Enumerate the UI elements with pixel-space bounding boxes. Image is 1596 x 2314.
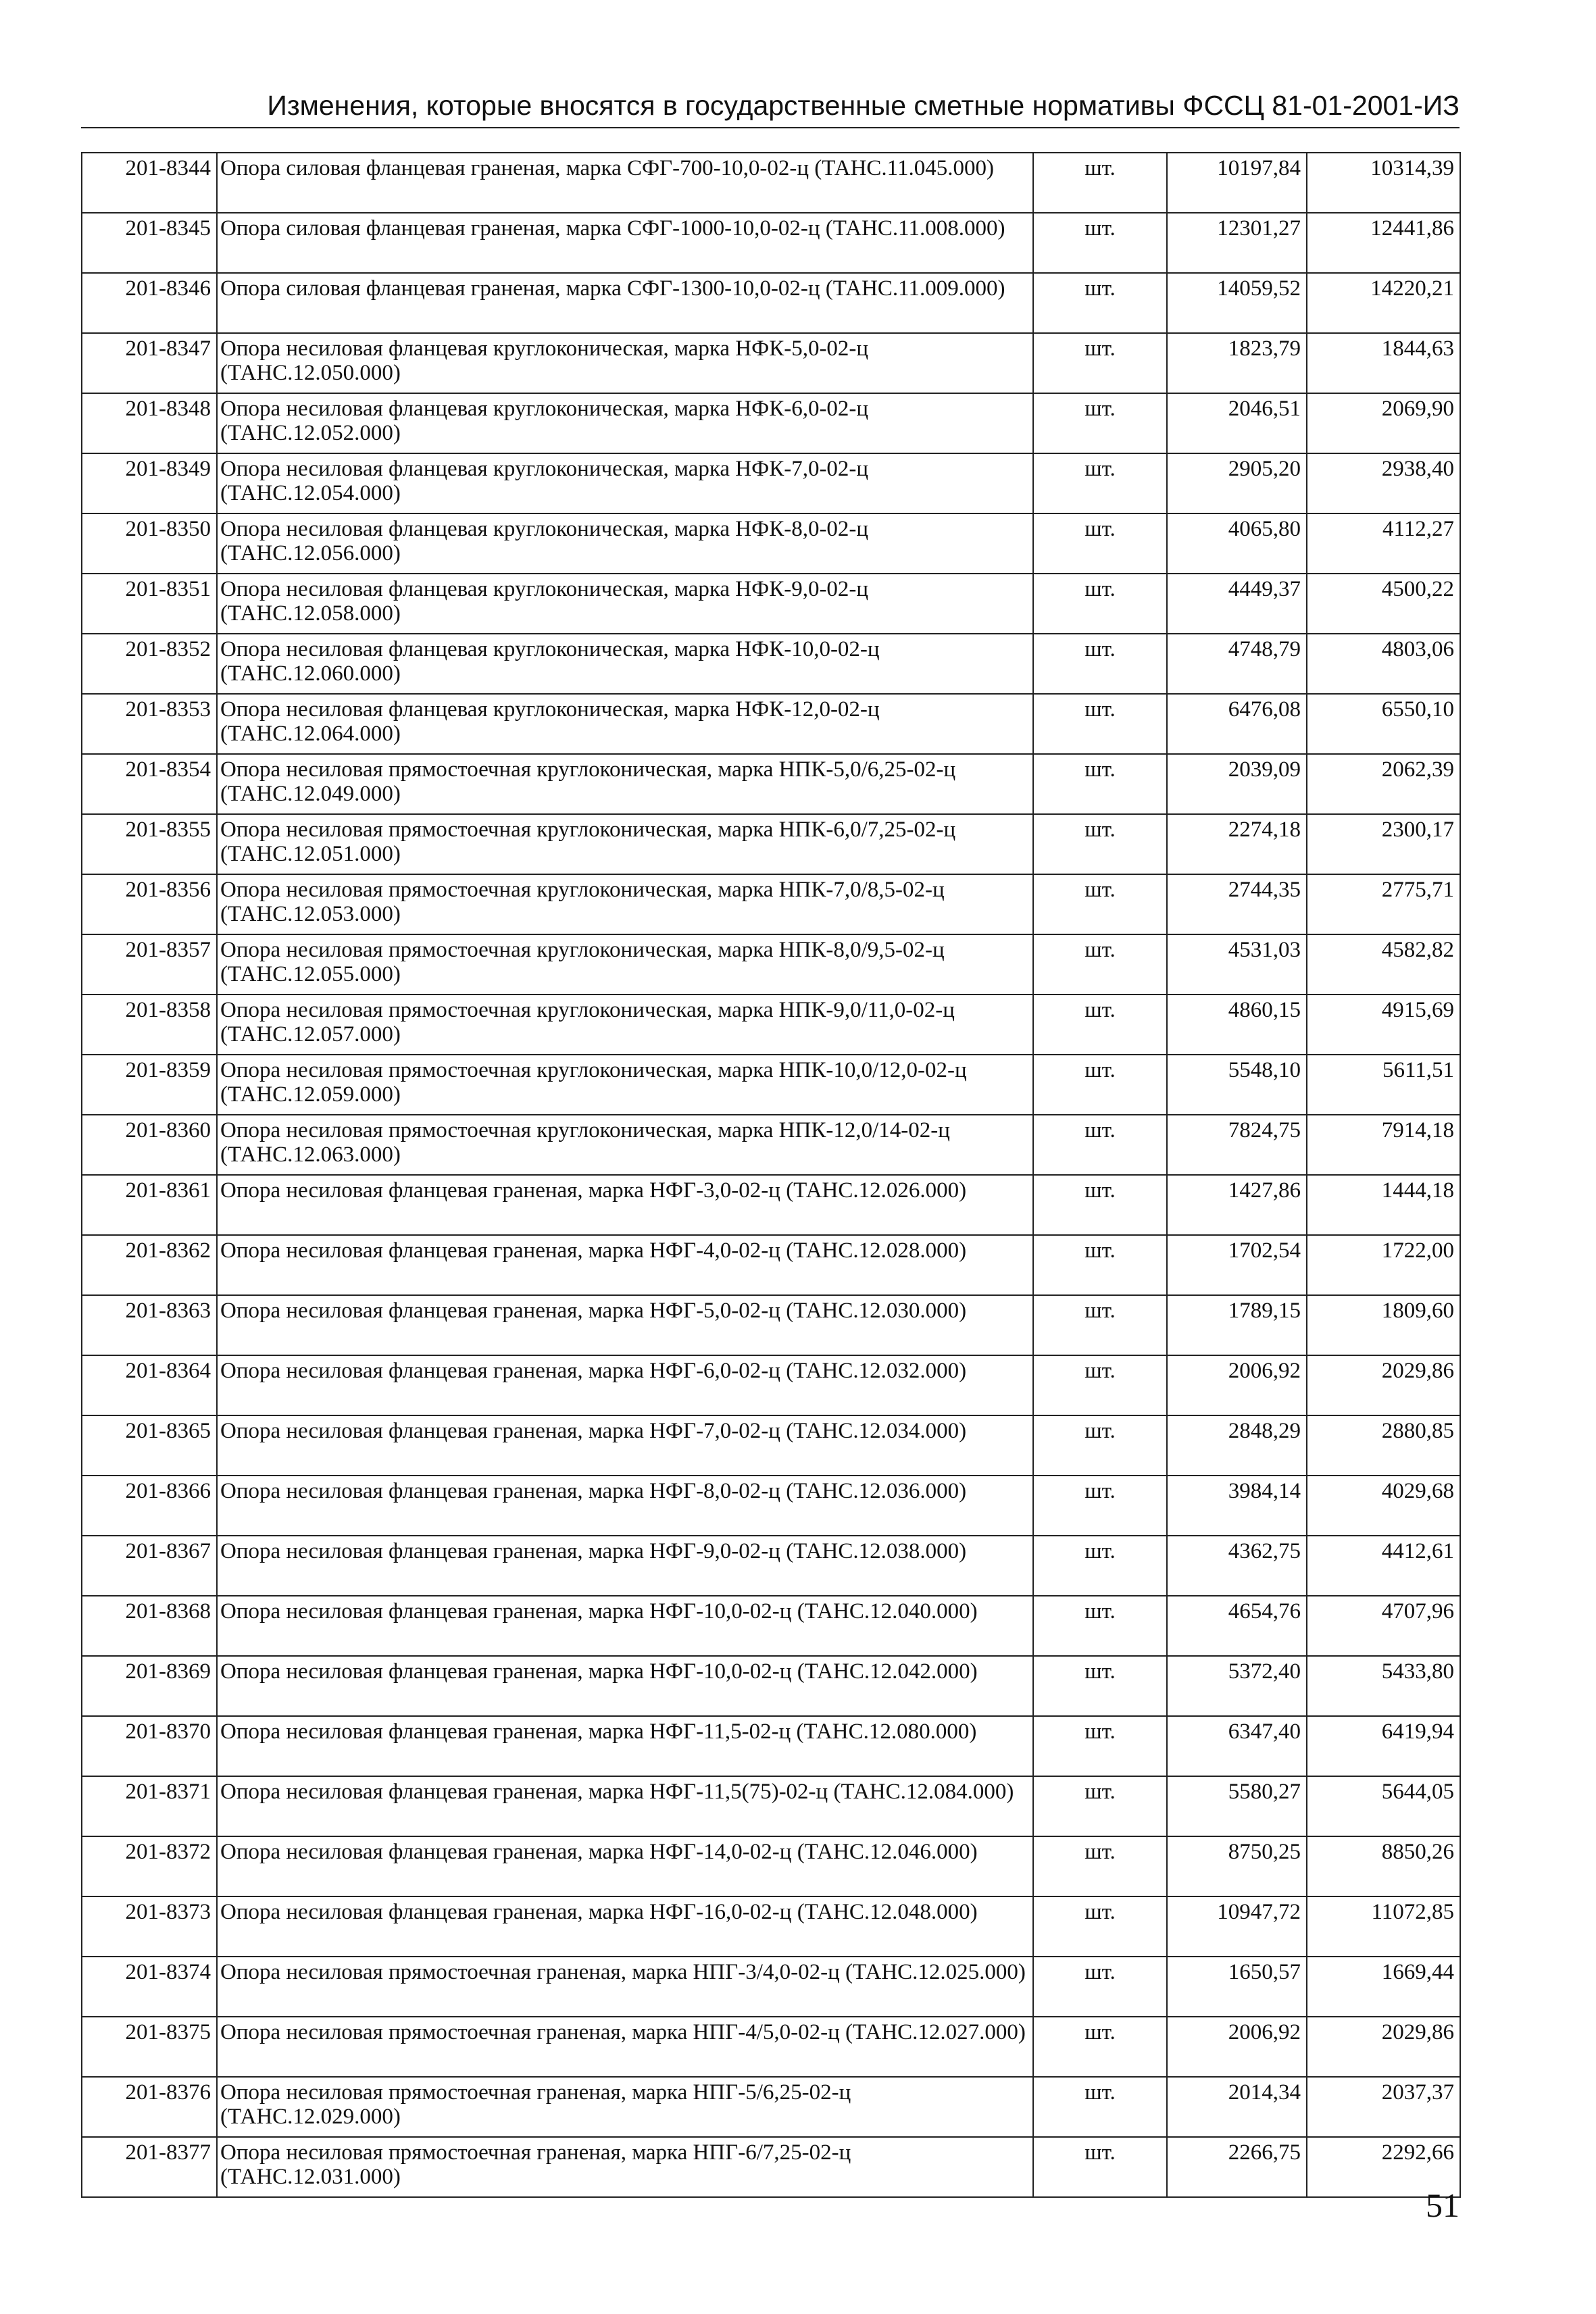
row-unit: шт. xyxy=(1033,1415,1167,1476)
row-price-2: 2029,86 xyxy=(1307,1355,1460,1415)
row-price-1: 4362,75 xyxy=(1167,1536,1307,1596)
row-code: 201-8352 xyxy=(82,634,217,694)
row-code: 201-8367 xyxy=(82,1536,217,1596)
row-code: 201-8344 xyxy=(82,153,217,213)
row-price-1: 5580,27 xyxy=(1167,1776,1307,1836)
row-price-2: 2062,39 xyxy=(1307,754,1460,814)
row-price-2: 4500,22 xyxy=(1307,574,1460,634)
table-row xyxy=(82,2017,1460,2077)
row-name: Опора несиловая фланцевая круглоконическая, марка НФК-12,0-02-ц (ТАНС.12.064.000) xyxy=(217,694,1033,754)
row-unit: шт. xyxy=(1033,213,1167,273)
table-row xyxy=(82,754,1460,814)
row-name: Опора несиловая прямостоечная круглоконическая, марка НПК-8,0/9,5-02-ц (ТАНС.12.055.000) xyxy=(217,934,1033,995)
table-row xyxy=(82,1896,1460,1957)
row-price-1: 2266,75 xyxy=(1167,2137,1307,2197)
row-price-1: 4860,15 xyxy=(1167,995,1307,1055)
table-row xyxy=(82,273,1460,333)
row-code: 201-8360 xyxy=(82,1115,217,1175)
row-price-2: 4915,69 xyxy=(1307,995,1460,1055)
row-code: 201-8348 xyxy=(82,393,217,453)
row-unit: шт. xyxy=(1033,1175,1167,1235)
row-name: Опора несиловая прямостоечная граненая, марка НПГ-3/4,0-02-ц (ТАНС.12.025.000) xyxy=(217,1957,1033,2017)
row-unit: шт. xyxy=(1033,694,1167,754)
table-row xyxy=(82,153,1460,213)
row-name: Опора несиловая прямостоечная граненая, марка НПГ-4/5,0-02-ц (ТАНС.12.027.000) xyxy=(217,2017,1033,2077)
row-price-1: 10197,84 xyxy=(1167,153,1307,213)
row-price-1: 2274,18 xyxy=(1167,814,1307,874)
row-price-2: 1722,00 xyxy=(1307,1235,1460,1295)
row-name: Опора несиловая фланцевая круглоконическая, марка НФК-10,0-02-ц (ТАНС.12.060.000) xyxy=(217,634,1033,694)
row-unit: шт. xyxy=(1033,2077,1167,2137)
row-unit: шт. xyxy=(1033,814,1167,874)
table-row xyxy=(82,1115,1460,1175)
row-unit: шт. xyxy=(1033,874,1167,934)
table-row xyxy=(82,1055,1460,1115)
table-row xyxy=(82,1716,1460,1776)
row-unit: шт. xyxy=(1033,453,1167,513)
row-name: Опора несиловая прямостоечная круглоконическая, марка НПК-9,0/11,0-02-ц (ТАНС.12.057.000) xyxy=(217,995,1033,1055)
row-price-2: 4029,68 xyxy=(1307,1476,1460,1536)
row-price-1: 2006,92 xyxy=(1167,1355,1307,1415)
row-name: Опора несиловая фланцевая граненая, марка НФГ-10,0-02-ц (ТАНС.12.040.000) xyxy=(217,1596,1033,1656)
row-unit: шт. xyxy=(1033,1776,1167,1836)
row-name: Опора несиловая прямостоечная граненая, марка НПГ-6/7,25-02-ц (ТАНС.12.031.000) xyxy=(217,2137,1033,2197)
row-code: 201-8345 xyxy=(82,213,217,273)
row-code: 201-8374 xyxy=(82,1957,217,2017)
row-code: 201-8363 xyxy=(82,1295,217,1355)
row-price-1: 4449,37 xyxy=(1167,574,1307,634)
row-price-1: 4748,79 xyxy=(1167,634,1307,694)
row-name: Опора несиловая фланцевая граненая, марка НФГ-8,0-02-ц (ТАНС.12.036.000) xyxy=(217,1476,1033,1536)
row-name: Опора несиловая фланцевая круглоконическая, марка НФК-9,0-02-ц (ТАНС.12.058.000) xyxy=(217,574,1033,634)
row-code: 201-8354 xyxy=(82,754,217,814)
row-unit: шт. xyxy=(1033,1295,1167,1355)
price-table xyxy=(81,152,1461,2198)
row-code: 201-8357 xyxy=(82,934,217,995)
row-name: Опора несиловая прямостоечная круглоконическая, марка НПК-10,0/12,0-02-ц (ТАНС.12.059.000) xyxy=(217,1055,1033,1115)
row-name: Опора несиловая фланцевая граненая, марка НФГ-10,0-02-ц (ТАНС.12.042.000) xyxy=(217,1656,1033,1716)
page-number: 51 xyxy=(1426,2186,1460,2224)
row-price-2: 2775,71 xyxy=(1307,874,1460,934)
table-row xyxy=(82,1355,1460,1415)
table-row xyxy=(82,1175,1460,1235)
row-code: 201-8376 xyxy=(82,2077,217,2137)
table-row xyxy=(82,393,1460,453)
row-name: Опора силовая фланцевая граненая, марка СФГ-700-10,0-02-ц (ТАНС.11.045.000) xyxy=(217,153,1033,213)
row-name: Опора силовая фланцевая граненая, марка СФГ-1000-10,0-02-ц (ТАНС.11.008.000) xyxy=(217,213,1033,273)
table-row xyxy=(82,213,1460,273)
row-unit: шт. xyxy=(1033,995,1167,1055)
row-price-2: 8850,26 xyxy=(1307,1836,1460,1896)
row-code: 201-8368 xyxy=(82,1596,217,1656)
row-unit: шт. xyxy=(1033,1536,1167,1596)
row-name: Опора несиловая фланцевая граненая, марка НФГ-6,0-02-ц (ТАНС.12.032.000) xyxy=(217,1355,1033,1415)
row-price-1: 5548,10 xyxy=(1167,1055,1307,1115)
table-row xyxy=(82,1536,1460,1596)
row-code: 201-8356 xyxy=(82,874,217,934)
table-row xyxy=(82,1836,1460,1896)
row-unit: шт. xyxy=(1033,1836,1167,1896)
row-name: Опора несиловая фланцевая граненая, марка НФГ-14,0-02-ц (ТАНС.12.046.000) xyxy=(217,1836,1033,1896)
row-price-1: 1789,15 xyxy=(1167,1295,1307,1355)
row-price-2: 1809,60 xyxy=(1307,1295,1460,1355)
row-price-2: 2300,17 xyxy=(1307,814,1460,874)
row-code: 201-8355 xyxy=(82,814,217,874)
row-code: 201-8350 xyxy=(82,513,217,574)
row-price-1: 1702,54 xyxy=(1167,1235,1307,1295)
table-row xyxy=(82,1476,1460,1536)
row-unit: шт. xyxy=(1033,1596,1167,1656)
row-price-1: 4065,80 xyxy=(1167,513,1307,574)
row-price-2: 12441,86 xyxy=(1307,213,1460,273)
table-row xyxy=(82,1656,1460,1716)
row-code: 201-8373 xyxy=(82,1896,217,1957)
row-price-1: 2014,34 xyxy=(1167,2077,1307,2137)
row-price-1: 2039,09 xyxy=(1167,754,1307,814)
row-name: Опора несиловая фланцевая граненая, марка НФГ-3,0-02-ц (ТАНС.12.026.000) xyxy=(217,1175,1033,1235)
row-price-2: 2880,85 xyxy=(1307,1415,1460,1476)
row-price-1: 12301,27 xyxy=(1167,213,1307,273)
row-price-1: 6347,40 xyxy=(1167,1716,1307,1776)
row-price-2: 2037,37 xyxy=(1307,2077,1460,2137)
row-price-2: 4582,82 xyxy=(1307,934,1460,995)
row-price-2: 10314,39 xyxy=(1307,153,1460,213)
row-price-2: 4707,96 xyxy=(1307,1596,1460,1656)
row-unit: шт. xyxy=(1033,273,1167,333)
row-price-1: 2905,20 xyxy=(1167,453,1307,513)
row-name: Опора несиловая фланцевая граненая, марка НФГ-5,0-02-ц (ТАНС.12.030.000) xyxy=(217,1295,1033,1355)
row-price-2: 2292,66 xyxy=(1307,2137,1460,2197)
row-unit: шт. xyxy=(1033,1656,1167,1716)
row-code: 201-8371 xyxy=(82,1776,217,1836)
row-price-2: 1844,63 xyxy=(1307,333,1460,393)
row-name: Опора несиловая фланцевая круглоконическая, марка НФК-8,0-02-ц (ТАНС.12.056.000) xyxy=(217,513,1033,574)
row-price-2: 4803,06 xyxy=(1307,634,1460,694)
row-price-1: 2006,92 xyxy=(1167,2017,1307,2077)
row-price-1: 10947,72 xyxy=(1167,1896,1307,1957)
row-price-2: 1669,44 xyxy=(1307,1957,1460,2017)
table-row xyxy=(82,934,1460,995)
table-row xyxy=(82,814,1460,874)
row-price-1: 2046,51 xyxy=(1167,393,1307,453)
row-price-2: 7914,18 xyxy=(1307,1115,1460,1175)
row-name: Опора несиловая фланцевая граненая, марка НФГ-11,5-02-ц (ТАНС.12.080.000) xyxy=(217,1716,1033,1776)
table-row xyxy=(82,453,1460,513)
row-code: 201-8347 xyxy=(82,333,217,393)
row-code: 201-8359 xyxy=(82,1055,217,1115)
row-unit: шт. xyxy=(1033,574,1167,634)
row-unit: шт. xyxy=(1033,1957,1167,2017)
row-unit: шт. xyxy=(1033,754,1167,814)
header-rule xyxy=(81,127,1460,128)
row-price-2: 11072,85 xyxy=(1307,1896,1460,1957)
row-code: 201-8362 xyxy=(82,1235,217,1295)
row-code: 201-8353 xyxy=(82,694,217,754)
row-name: Опора несиловая прямостоечная граненая, марка НПГ-5/6,25-02-ц (ТАНС.12.029.000) xyxy=(217,2077,1033,2137)
row-name: Опора несиловая фланцевая граненая, марка НФГ-7,0-02-ц (ТАНС.12.034.000) xyxy=(217,1415,1033,1476)
row-price-1: 2744,35 xyxy=(1167,874,1307,934)
row-unit: шт. xyxy=(1033,153,1167,213)
row-name: Опора несиловая фланцевая граненая, марка НФГ-9,0-02-ц (ТАНС.12.038.000) xyxy=(217,1536,1033,1596)
row-price-2: 4412,61 xyxy=(1307,1536,1460,1596)
table-row xyxy=(82,1596,1460,1656)
row-code: 201-8361 xyxy=(82,1175,217,1235)
row-code: 201-8375 xyxy=(82,2017,217,2077)
row-price-2: 4112,27 xyxy=(1307,513,1460,574)
row-unit: шт. xyxy=(1033,2137,1167,2197)
row-code: 201-8349 xyxy=(82,453,217,513)
row-name: Опора несиловая фланцевая круглоконическая, марка НФК-5,0-02-ц (ТАНС.12.050.000) xyxy=(217,333,1033,393)
table-row xyxy=(82,333,1460,393)
page-header-title: Изменения, которые вносятся в государственные сметные нормативы ФССЦ 81-01-2001-ИЗ xyxy=(267,90,1460,121)
row-price-2: 6550,10 xyxy=(1307,694,1460,754)
row-price-1: 4531,03 xyxy=(1167,934,1307,995)
row-code: 201-8346 xyxy=(82,273,217,333)
table-row xyxy=(82,1957,1460,2017)
price-table-body xyxy=(82,153,1460,2197)
row-price-1: 14059,52 xyxy=(1167,273,1307,333)
row-price-1: 6476,08 xyxy=(1167,694,1307,754)
table-row xyxy=(82,1235,1460,1295)
row-price-2: 5644,05 xyxy=(1307,1776,1460,1836)
row-price-1: 3984,14 xyxy=(1167,1476,1307,1536)
row-code: 201-8377 xyxy=(82,2137,217,2197)
row-unit: шт. xyxy=(1033,333,1167,393)
row-price-1: 8750,25 xyxy=(1167,1836,1307,1896)
table-row xyxy=(82,513,1460,574)
row-unit: шт. xyxy=(1033,1115,1167,1175)
table-row xyxy=(82,2137,1460,2197)
row-name: Опора несиловая прямостоечная круглоконическая, марка НПК-12,0/14-02-ц (ТАНС.12.063.000) xyxy=(217,1115,1033,1175)
table-row xyxy=(82,874,1460,934)
row-name: Опора несиловая фланцевая граненая, марка НФГ-4,0-02-ц (ТАНС.12.028.000) xyxy=(217,1235,1033,1295)
row-unit: шт. xyxy=(1033,393,1167,453)
row-code: 201-8351 xyxy=(82,574,217,634)
row-code: 201-8369 xyxy=(82,1656,217,1716)
row-unit: шт. xyxy=(1033,1476,1167,1536)
table-row xyxy=(82,634,1460,694)
row-price-2: 14220,21 xyxy=(1307,273,1460,333)
row-price-1: 1427,86 xyxy=(1167,1175,1307,1235)
row-code: 201-8364 xyxy=(82,1355,217,1415)
row-price-1: 7824,75 xyxy=(1167,1115,1307,1175)
row-price-2: 1444,18 xyxy=(1307,1175,1460,1235)
row-price-2: 2069,90 xyxy=(1307,393,1460,453)
row-unit: шт. xyxy=(1033,1235,1167,1295)
row-unit: шт. xyxy=(1033,1716,1167,1776)
row-unit: шт. xyxy=(1033,1896,1167,1957)
table-row xyxy=(82,995,1460,1055)
row-price-1: 5372,40 xyxy=(1167,1656,1307,1716)
row-price-2: 6419,94 xyxy=(1307,1716,1460,1776)
row-price-2: 2029,86 xyxy=(1307,2017,1460,2077)
row-name: Опора несиловая прямостоечная круглоконическая, марка НПК-5,0/6,25-02-ц (ТАНС.12.049.000) xyxy=(217,754,1033,814)
row-price-1: 4654,76 xyxy=(1167,1596,1307,1656)
row-name: Опора несиловая фланцевая граненая, марка НФГ-11,5(75)-02-ц (ТАНС.12.084.000) xyxy=(217,1776,1033,1836)
table-row xyxy=(82,694,1460,754)
row-price-2: 2938,40 xyxy=(1307,453,1460,513)
row-price-1: 2848,29 xyxy=(1167,1415,1307,1476)
table-row xyxy=(82,1415,1460,1476)
row-code: 201-8358 xyxy=(82,995,217,1055)
row-name: Опора несиловая фланцевая круглоконическая, марка НФК-7,0-02-ц (ТАНС.12.054.000) xyxy=(217,453,1033,513)
row-name: Опора несиловая фланцевая круглоконическая, марка НФК-6,0-02-ц (ТАНС.12.052.000) xyxy=(217,393,1033,453)
table-row xyxy=(82,1295,1460,1355)
row-name: Опора несиловая прямостоечная круглоконическая, марка НПК-6,0/7,25-02-ц (ТАНС.12.051.000) xyxy=(217,814,1033,874)
row-code: 201-8365 xyxy=(82,1415,217,1476)
row-name: Опора несиловая прямостоечная круглоконическая, марка НПК-7,0/8,5-02-ц (ТАНС.12.053.000) xyxy=(217,874,1033,934)
row-unit: шт. xyxy=(1033,2017,1167,2077)
table-row xyxy=(82,1776,1460,1836)
row-unit: шт. xyxy=(1033,1055,1167,1115)
table-row xyxy=(82,574,1460,634)
row-code: 201-8370 xyxy=(82,1716,217,1776)
row-unit: шт. xyxy=(1033,934,1167,995)
row-unit: шт. xyxy=(1033,513,1167,574)
row-name: Опора несиловая фланцевая граненая, марка НФГ-16,0-02-ц (ТАНС.12.048.000) xyxy=(217,1896,1033,1957)
row-price-2: 5433,80 xyxy=(1307,1656,1460,1716)
table-row xyxy=(82,2077,1460,2137)
row-code: 201-8372 xyxy=(82,1836,217,1896)
row-unit: шт. xyxy=(1033,634,1167,694)
row-price-2: 5611,51 xyxy=(1307,1055,1460,1115)
row-price-1: 1650,57 xyxy=(1167,1957,1307,2017)
row-unit: шт. xyxy=(1033,1355,1167,1415)
row-price-1: 1823,79 xyxy=(1167,333,1307,393)
row-name: Опора силовая фланцевая граненая, марка СФГ-1300-10,0-02-ц (ТАНС.11.009.000) xyxy=(217,273,1033,333)
row-code: 201-8366 xyxy=(82,1476,217,1536)
